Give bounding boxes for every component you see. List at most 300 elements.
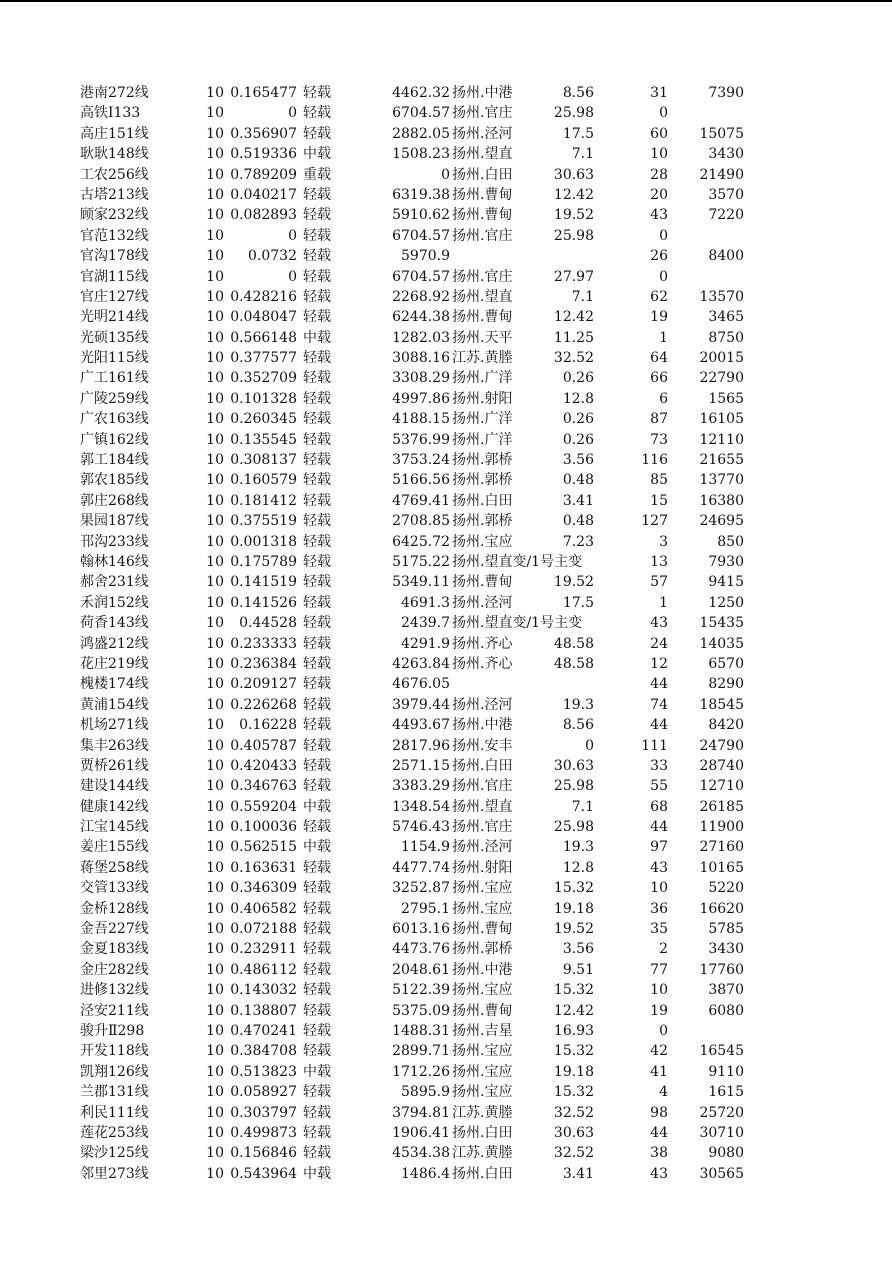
capacity-kva-cell[interactable]: 6080: [708, 1002, 744, 1019]
line-name-cell[interactable]: 健康142线: [80, 798, 149, 815]
load-ratio-cell[interactable]: 0.138807: [230, 1002, 297, 1019]
count-cell[interactable]: 44: [650, 1124, 668, 1141]
voltage-cell[interactable]: 10: [206, 1043, 224, 1060]
substation-cell[interactable]: 扬州.曹甸: [452, 574, 513, 591]
substation-cell[interactable]: 扬州.曹甸: [452, 186, 513, 203]
substation-cell[interactable]: 扬州.曹甸: [452, 921, 513, 938]
capacity-kva-cell[interactable]: [680, 1021, 744, 1041]
distance-cell[interactable]: 19.3: [562, 839, 594, 856]
voltage-cell[interactable]: 10: [206, 737, 224, 754]
capacity-margin-cell[interactable]: 2882.05: [392, 125, 450, 142]
load-status-cell[interactable]: 轻载: [303, 533, 331, 550]
substation-cell[interactable]: 扬州.宝应: [452, 982, 513, 999]
capacity-margin-cell[interactable]: 2817.96: [392, 737, 450, 754]
load-ratio-cell[interactable]: 0.16228: [239, 717, 297, 734]
load-ratio-cell[interactable]: 0.543964: [230, 1165, 297, 1182]
load-status-cell[interactable]: 轻载: [303, 207, 331, 224]
line-name-cell[interactable]: 光硕135线: [80, 329, 149, 346]
line-name-cell[interactable]: 官沟178线: [80, 248, 149, 265]
distance-cell[interactable]: 27.97: [553, 268, 594, 285]
substation-cell[interactable]: 扬州.郭桥: [452, 941, 513, 958]
count-cell[interactable]: 44: [650, 717, 668, 734]
load-ratio-cell[interactable]: 0.141519: [230, 574, 297, 591]
count-cell[interactable]: 10: [650, 146, 668, 163]
capacity-kva-cell[interactable]: 8400: [708, 248, 744, 265]
substation-cell[interactable]: 扬州.郭桥: [452, 472, 513, 489]
load-status-cell[interactable]: 轻载: [303, 227, 331, 244]
capacity-kva-cell[interactable]: 9110: [708, 1063, 744, 1080]
count-cell[interactable]: 0: [659, 1022, 668, 1039]
voltage-cell[interactable]: 10: [206, 717, 224, 734]
load-ratio-cell[interactable]: 0.209127: [230, 676, 297, 693]
load-ratio-cell[interactable]: 0.040217: [230, 186, 297, 203]
capacity-margin-cell[interactable]: 2708.85: [392, 513, 450, 530]
line-name-cell[interactable]: 港南272线: [80, 85, 149, 101]
load-status-cell[interactable]: 轻载: [303, 492, 331, 509]
capacity-kva-cell[interactable]: 8420: [708, 717, 744, 734]
distance-cell[interactable]: 15.32: [553, 1043, 594, 1060]
capacity-kva-cell[interactable]: 1565: [708, 390, 744, 407]
count-cell[interactable]: 6: [659, 390, 668, 407]
load-ratio-cell[interactable]: 0.156846: [230, 1145, 297, 1162]
capacity-kva-cell[interactable]: 12110: [699, 431, 744, 448]
voltage-cell[interactable]: 10: [206, 350, 224, 367]
count-cell[interactable]: 43: [650, 859, 668, 876]
distance-cell[interactable]: 0.26: [562, 411, 594, 428]
count-cell[interactable]: 28: [650, 166, 668, 183]
count-cell[interactable]: 4: [659, 1084, 668, 1101]
line-name-cell[interactable]: 翰林146线: [80, 553, 149, 570]
load-status-cell[interactable]: 轻载: [303, 1002, 331, 1019]
load-ratio-cell[interactable]: 0: [288, 227, 297, 244]
count-cell[interactable]: 44: [650, 819, 668, 836]
capacity-margin-cell[interactable]: 5746.43: [392, 819, 450, 836]
substation-cell[interactable]: 扬州.望直: [452, 146, 513, 163]
load-status-cell[interactable]: 轻载: [303, 1022, 331, 1039]
capacity-kva-cell[interactable]: 15075: [699, 125, 744, 142]
count-cell[interactable]: 41: [650, 1063, 668, 1080]
load-ratio-cell[interactable]: 0: [288, 268, 297, 285]
line-name-cell[interactable]: 江宝145线: [80, 819, 149, 836]
load-status-cell[interactable]: 中载: [303, 839, 331, 856]
substation-cell[interactable]: 扬州.曹甸: [452, 309, 513, 326]
line-name-cell[interactable]: 光明214线: [80, 309, 149, 326]
line-name-cell[interactable]: 广镇162线: [80, 431, 149, 448]
substation-cell[interactable]: 扬州.官庄: [452, 105, 513, 122]
capacity-kva-cell[interactable]: 13570: [699, 288, 744, 305]
capacity-kva-cell[interactable]: 16380: [699, 492, 744, 509]
load-status-cell[interactable]: 轻载: [303, 594, 331, 611]
load-status-cell[interactable]: 中载: [303, 1063, 331, 1080]
load-status-cell[interactable]: 中载: [303, 1165, 331, 1182]
load-status-cell[interactable]: 轻载: [303, 288, 331, 305]
voltage-cell[interactable]: 10: [206, 982, 224, 999]
distance-cell[interactable]: 32.52: [553, 1145, 594, 1162]
capacity-margin-cell[interactable]: 2899.71: [392, 1043, 450, 1060]
count-cell[interactable]: 24: [650, 635, 668, 652]
load-ratio-cell[interactable]: 0.375519: [230, 513, 297, 530]
voltage-cell[interactable]: 10: [206, 411, 224, 428]
count-cell[interactable]: 74: [650, 696, 668, 713]
load-ratio-cell[interactable]: 0.308137: [230, 452, 297, 469]
capacity-margin-cell[interactable]: 1488.31: [392, 1022, 450, 1039]
line-name-cell[interactable]: 凯翔126线: [80, 1063, 149, 1080]
capacity-margin-cell[interactable]: 1906.41: [392, 1124, 450, 1141]
line-name-cell[interactable]: 郭农185线: [80, 472, 149, 489]
voltage-cell[interactable]: 10: [206, 125, 224, 142]
voltage-cell[interactable]: 10: [206, 880, 224, 897]
distance-cell[interactable]: 7.1: [571, 288, 594, 305]
count-cell[interactable]: 97: [650, 839, 668, 856]
substation-cell[interactable]: 扬州.官庄: [452, 778, 513, 795]
capacity-margin-cell[interactable]: 1154.9: [401, 839, 450, 856]
distance-cell[interactable]: 0.48: [562, 513, 594, 530]
load-status-cell[interactable]: 轻载: [303, 961, 331, 978]
load-ratio-cell[interactable]: 0.789209: [230, 166, 297, 183]
voltage-cell[interactable]: 10: [206, 1165, 224, 1182]
load-ratio-cell[interactable]: 0.058927: [230, 1084, 297, 1101]
capacity-kva-cell[interactable]: 1250: [708, 594, 744, 611]
voltage-cell[interactable]: 10: [206, 186, 224, 203]
substation-cell[interactable]: 扬州.望直变/1号主变: [452, 615, 583, 632]
capacity-kva-cell[interactable]: 17760: [699, 961, 744, 978]
count-cell[interactable]: 1: [659, 329, 668, 346]
capacity-kva-cell[interactable]: 10165: [699, 859, 744, 876]
load-ratio-cell[interactable]: 0.163631: [230, 859, 297, 876]
voltage-cell[interactable]: 10: [206, 329, 224, 346]
substation-cell[interactable]: 扬州.宝应: [452, 880, 513, 897]
line-name-cell[interactable]: 禾润152线: [80, 594, 149, 611]
capacity-kva-cell[interactable]: 5220: [708, 880, 744, 897]
substation-cell[interactable]: [452, 246, 523, 266]
capacity-margin-cell[interactable]: 5166.56: [392, 472, 450, 489]
substation-cell[interactable]: 扬州.宝应: [452, 1043, 513, 1060]
substation-cell[interactable]: 扬州.安丰: [452, 737, 513, 754]
line-name-cell[interactable]: 工农256线: [80, 166, 149, 183]
capacity-kva-cell[interactable]: 16105: [699, 411, 744, 428]
load-status-cell[interactable]: 轻载: [303, 1124, 331, 1141]
load-status-cell[interactable]: 轻载: [303, 757, 331, 774]
distance-cell[interactable]: 3.56: [562, 941, 594, 958]
load-status-cell[interactable]: 轻载: [303, 390, 331, 407]
voltage-cell[interactable]: 10: [206, 370, 224, 387]
line-name-cell[interactable]: 官庄127线: [80, 288, 149, 305]
capacity-margin-cell[interactable]: 4188.15: [392, 411, 450, 428]
voltage-cell[interactable]: 10: [206, 635, 224, 652]
voltage-cell[interactable]: 10: [206, 1002, 224, 1019]
line-name-cell[interactable]: 耿耿148线: [80, 146, 149, 163]
line-name-cell[interactable]: 兰郡131线: [80, 1084, 149, 1101]
capacity-margin-cell[interactable]: 4263.84: [392, 655, 450, 672]
line-name-cell[interactable]: 集丰263线: [80, 737, 149, 754]
count-cell[interactable]: 77: [650, 961, 668, 978]
voltage-cell[interactable]: 10: [206, 553, 224, 570]
capacity-margin-cell[interactable]: 5349.11: [392, 574, 450, 591]
capacity-margin-cell[interactable]: 4691.3: [401, 594, 450, 611]
line-name-cell[interactable]: 骏升Ⅱ298: [80, 1022, 145, 1039]
load-ratio-cell[interactable]: 0.236384: [230, 655, 297, 672]
capacity-kva-cell[interactable]: 1615: [708, 1084, 744, 1101]
load-status-cell[interactable]: 中载: [303, 329, 331, 346]
count-cell[interactable]: 43: [650, 1165, 668, 1182]
load-status-cell[interactable]: 轻载: [303, 859, 331, 876]
distance-cell[interactable]: 19.52: [553, 207, 594, 224]
distance-cell[interactable]: 32.52: [553, 350, 594, 367]
voltage-cell[interactable]: 10: [206, 1145, 224, 1162]
line-name-cell[interactable]: 广陵259线: [80, 390, 149, 407]
load-status-cell[interactable]: 轻载: [303, 1043, 331, 1060]
load-ratio-cell[interactable]: 0.101328: [230, 390, 297, 407]
distance-cell[interactable]: 3.56: [562, 452, 594, 469]
count-cell[interactable]: 60: [650, 125, 668, 142]
substation-cell[interactable]: 扬州.泾河: [452, 696, 513, 713]
substation-cell[interactable]: 扬州.白田: [452, 166, 513, 183]
capacity-margin-cell[interactable]: 4676.05: [392, 676, 450, 693]
line-name-cell[interactable]: 古塔213线: [80, 186, 149, 203]
capacity-margin-cell[interactable]: 2795.1: [401, 900, 450, 917]
line-name-cell[interactable]: 利民111线: [80, 1104, 149, 1121]
voltage-cell[interactable]: 10: [206, 819, 224, 836]
voltage-cell[interactable]: 10: [206, 594, 224, 611]
capacity-margin-cell[interactable]: 1348.54: [392, 798, 450, 815]
load-ratio-cell[interactable]: 0.181412: [230, 492, 297, 509]
load-ratio-cell[interactable]: 0.384708: [230, 1043, 297, 1060]
capacity-kva-cell[interactable]: 7390: [708, 85, 744, 101]
line-name-cell[interactable]: 莲花253线: [80, 1124, 149, 1141]
line-name-cell[interactable]: 郝舍231线: [80, 574, 149, 591]
load-ratio-cell[interactable]: 0.377577: [230, 350, 297, 367]
voltage-cell[interactable]: 10: [206, 941, 224, 958]
load-ratio-cell[interactable]: 0.0732: [248, 248, 297, 265]
distance-cell[interactable]: 48.58: [553, 635, 594, 652]
line-name-cell[interactable]: 开发118线: [80, 1043, 149, 1060]
load-status-cell[interactable]: 轻载: [303, 186, 331, 203]
capacity-margin-cell[interactable]: 6704.57: [392, 105, 450, 122]
capacity-margin-cell[interactable]: 2268.92: [392, 288, 450, 305]
count-cell[interactable]: 57: [650, 574, 668, 591]
load-ratio-cell[interactable]: 0.141526: [230, 594, 297, 611]
capacity-margin-cell[interactable]: 6704.57: [392, 227, 450, 244]
capacity-margin-cell[interactable]: 5376.99: [392, 431, 450, 448]
capacity-margin-cell[interactable]: 3308.29: [392, 370, 450, 387]
capacity-kva-cell[interactable]: 3430: [708, 146, 744, 163]
capacity-kva-cell[interactable]: 21655: [699, 452, 744, 469]
count-cell[interactable]: 66: [650, 370, 668, 387]
line-name-cell[interactable]: 交管133线: [80, 880, 149, 897]
distance-cell[interactable]: 0.26: [562, 370, 594, 387]
line-name-cell[interactable]: 泾安211线: [80, 1002, 149, 1019]
load-status-cell[interactable]: 轻载: [303, 717, 331, 734]
count-cell[interactable]: 0: [659, 227, 668, 244]
distance-cell[interactable]: 3.41: [562, 492, 594, 509]
substation-cell[interactable]: 扬州.官庄: [452, 268, 513, 285]
voltage-cell[interactable]: 10: [206, 207, 224, 224]
load-ratio-cell[interactable]: 0.165477: [230, 85, 297, 101]
distance-cell[interactable]: 17.5: [562, 125, 594, 142]
capacity-margin-cell[interactable]: 3753.24: [392, 452, 450, 469]
voltage-cell[interactable]: 10: [206, 1022, 224, 1039]
substation-cell[interactable]: 扬州.天平: [452, 329, 513, 346]
capacity-margin-cell[interactable]: 6425.72: [392, 533, 450, 550]
load-ratio-cell[interactable]: 0.232911: [230, 941, 297, 958]
distance-cell[interactable]: 0: [585, 737, 594, 754]
capacity-margin-cell[interactable]: 3979.44: [392, 696, 450, 713]
substation-cell[interactable]: 扬州.泾河: [452, 839, 513, 856]
substation-cell[interactable]: 扬州.曹甸: [452, 207, 513, 224]
count-cell[interactable]: 116: [641, 452, 668, 469]
capacity-margin-cell[interactable]: 1508.23: [392, 146, 450, 163]
capacity-margin-cell[interactable]: 4291.9: [401, 635, 450, 652]
voltage-cell[interactable]: 10: [206, 1124, 224, 1141]
count-cell[interactable]: 19: [650, 1002, 668, 1019]
line-name-cell[interactable]: 高庄151线: [80, 125, 149, 142]
substation-cell[interactable]: 扬州.中港: [452, 85, 513, 101]
load-status-cell[interactable]: 轻载: [303, 819, 331, 836]
voltage-cell[interactable]: 10: [206, 533, 224, 550]
load-status-cell[interactable]: 轻载: [303, 411, 331, 428]
voltage-cell[interactable]: 10: [206, 615, 224, 632]
capacity-kva-cell[interactable]: 24790: [699, 737, 744, 754]
capacity-margin-cell[interactable]: 2439.7: [401, 615, 450, 632]
line-name-cell[interactable]: 蒋堡258线: [80, 859, 149, 876]
capacity-margin-cell[interactable]: 1712.26: [392, 1063, 450, 1080]
line-name-cell[interactable]: 邻里273线: [80, 1165, 149, 1182]
distance-cell[interactable]: [526, 674, 594, 694]
voltage-cell[interactable]: 10: [206, 961, 224, 978]
substation-cell[interactable]: 扬州.广洋: [452, 411, 513, 428]
line-name-cell[interactable]: 花庄219线: [80, 655, 149, 672]
load-ratio-cell[interactable]: 0.559204: [230, 798, 297, 815]
substation-cell[interactable]: 江苏.黄塍: [452, 1145, 513, 1162]
count-cell[interactable]: 64: [650, 350, 668, 367]
substation-cell[interactable]: 扬州.望直: [452, 798, 513, 815]
distance-cell[interactable]: 0.26: [562, 431, 594, 448]
substation-cell[interactable]: 江苏.黄塍: [452, 350, 513, 367]
distance-cell[interactable]: 16.93: [553, 1022, 594, 1039]
count-cell[interactable]: 3: [659, 533, 668, 550]
load-ratio-cell[interactable]: 0.44528: [239, 615, 297, 632]
voltage-cell[interactable]: 10: [206, 676, 224, 693]
load-ratio-cell[interactable]: 0.566148: [230, 329, 297, 346]
load-status-cell[interactable]: 轻载: [303, 676, 331, 693]
load-ratio-cell[interactable]: 0.233333: [230, 635, 297, 652]
count-cell[interactable]: 62: [650, 288, 668, 305]
capacity-margin-cell[interactable]: 6244.38: [392, 309, 450, 326]
substation-cell[interactable]: [452, 674, 523, 694]
voltage-cell[interactable]: 10: [206, 227, 224, 244]
load-status-cell[interactable]: 轻载: [303, 452, 331, 469]
line-name-cell[interactable]: 广农163线: [80, 411, 149, 428]
voltage-cell[interactable]: 10: [206, 85, 224, 101]
capacity-kva-cell[interactable]: 3465: [708, 309, 744, 326]
substation-cell[interactable]: 扬州.望直变/1号主变: [452, 553, 583, 570]
count-cell[interactable]: 1: [659, 594, 668, 611]
substation-cell[interactable]: 扬州.广洋: [452, 370, 513, 387]
voltage-cell[interactable]: 10: [206, 105, 224, 122]
load-ratio-cell[interactable]: 0.513823: [230, 1063, 297, 1080]
load-status-cell[interactable]: 轻载: [303, 900, 331, 917]
substation-cell[interactable]: 扬州.郭桥: [452, 513, 513, 530]
voltage-cell[interactable]: 10: [206, 452, 224, 469]
load-status-cell[interactable]: 轻载: [303, 880, 331, 897]
load-status-cell[interactable]: 轻载: [303, 553, 331, 570]
capacity-kva-cell[interactable]: 21490: [699, 166, 744, 183]
distance-cell[interactable]: 19.52: [553, 574, 594, 591]
distance-cell[interactable]: 15.32: [553, 1084, 594, 1101]
distance-cell[interactable]: 7.1: [571, 146, 594, 163]
voltage-cell[interactable]: 10: [206, 859, 224, 876]
count-cell[interactable]: 10: [650, 880, 668, 897]
load-status-cell[interactable]: 轻载: [303, 513, 331, 530]
load-ratio-cell[interactable]: 0.226268: [230, 696, 297, 713]
substation-cell[interactable]: 扬州.望直: [452, 288, 513, 305]
load-status-cell[interactable]: 轻载: [303, 737, 331, 754]
substation-cell[interactable]: 扬州.泾河: [452, 594, 513, 611]
line-name-cell[interactable]: 金桥128线: [80, 900, 149, 917]
distance-cell[interactable]: 19.18: [553, 1063, 594, 1080]
distance-cell[interactable]: 25.98: [553, 819, 594, 836]
capacity-margin-cell[interactable]: 5895.9: [401, 1084, 450, 1101]
capacity-kva-cell[interactable]: 16545: [699, 1043, 744, 1060]
distance-cell[interactable]: 8.56: [562, 85, 594, 101]
count-cell[interactable]: 35: [650, 921, 668, 938]
substation-cell[interactable]: 扬州.白田: [452, 757, 513, 774]
capacity-kva-cell[interactable]: 12710: [699, 778, 744, 795]
load-status-cell[interactable]: 轻载: [303, 635, 331, 652]
line-name-cell[interactable]: 官湖115线: [80, 268, 149, 285]
capacity-margin-cell[interactable]: 5375.09: [392, 1002, 450, 1019]
count-cell[interactable]: 31: [650, 85, 668, 101]
distance-cell[interactable]: 8.56: [562, 717, 594, 734]
load-ratio-cell[interactable]: 0.470241: [230, 1022, 297, 1039]
capacity-kva-cell[interactable]: 6570: [708, 655, 744, 672]
distance-cell[interactable]: 25.98: [553, 227, 594, 244]
line-name-cell[interactable]: 贾桥261线: [80, 757, 149, 774]
capacity-margin-cell[interactable]: 6013.16: [392, 921, 450, 938]
distance-cell[interactable]: [526, 613, 594, 633]
load-status-cell[interactable]: 轻载: [303, 615, 331, 632]
capacity-kva-cell[interactable]: 3570: [708, 186, 744, 203]
capacity-kva-cell[interactable]: 15435: [699, 615, 744, 632]
line-name-cell[interactable]: 槐楼174线: [80, 676, 149, 693]
voltage-cell[interactable]: 10: [206, 778, 224, 795]
count-cell[interactable]: 42: [650, 1043, 668, 1060]
substation-cell[interactable]: 扬州.宝应: [452, 900, 513, 917]
substation-cell[interactable]: 扬州.中港: [452, 961, 513, 978]
capacity-margin-cell[interactable]: 4769.41: [392, 492, 450, 509]
distance-cell[interactable]: 7.1: [571, 798, 594, 815]
capacity-kva-cell[interactable]: 20015: [699, 350, 744, 367]
load-ratio-cell[interactable]: 0.260345: [230, 411, 297, 428]
capacity-kva-cell[interactable]: 26185: [699, 798, 744, 815]
load-status-cell[interactable]: 轻载: [303, 350, 331, 367]
count-cell[interactable]: 68: [650, 798, 668, 815]
substation-cell[interactable]: 扬州.中港: [452, 717, 513, 734]
distance-cell[interactable]: 12.42: [553, 1002, 594, 1019]
count-cell[interactable]: 2: [659, 941, 668, 958]
distance-cell[interactable]: 17.5: [562, 594, 594, 611]
capacity-kva-cell[interactable]: [680, 226, 744, 246]
load-status-cell[interactable]: 轻载: [303, 1104, 331, 1121]
load-ratio-cell[interactable]: 0.405787: [230, 737, 297, 754]
capacity-margin-cell[interactable]: 2571.15: [392, 757, 450, 774]
load-ratio-cell[interactable]: 0.420433: [230, 757, 297, 774]
voltage-cell[interactable]: 10: [206, 513, 224, 530]
capacity-margin-cell[interactable]: 5175.22: [392, 553, 450, 570]
substation-cell[interactable]: 扬州.官庄: [452, 227, 513, 244]
load-status-cell[interactable]: 轻载: [303, 921, 331, 938]
capacity-kva-cell[interactable]: 5785: [708, 921, 744, 938]
